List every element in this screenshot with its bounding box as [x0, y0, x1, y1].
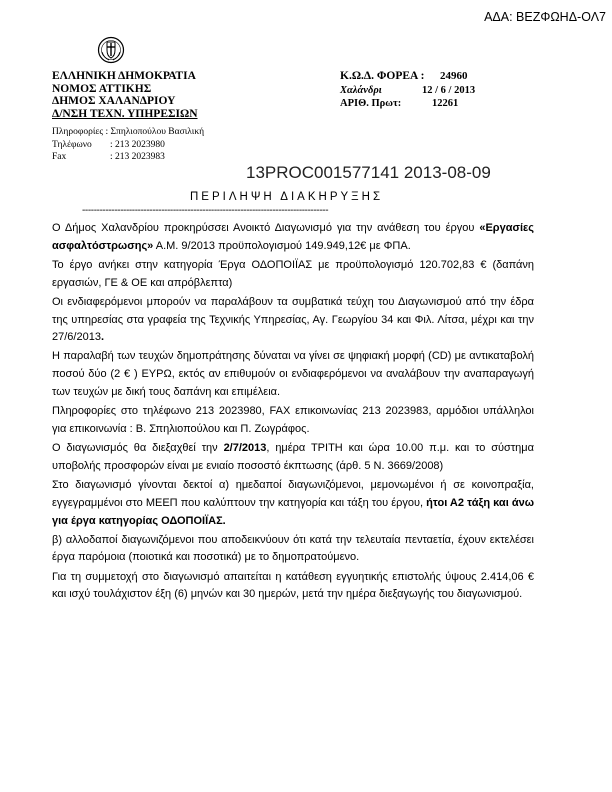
paragraph-digital-copy: Η παραλαβή των τευχών δημοπράτησης δύναται να γίνει σε ψηφιακή μορφή (CD) με αντικαταβολή ποσού δύο (2 € ) ΕΥΡΩ, εκτός αν επιθυμούν οι ενδιαφερόμενοι να αναλάβουν την αναπαραγωγή των τευχών με δική τους δαπάνη και επιμέλεια. [52, 350, 534, 399]
paragraph-tender: Ο Δήμος Χαλανδρίου προκηρύσσει Ανοικτό Διαγωνισμό για την ανάθεση του έργου «Εργασίες ασφαλτόστρωσης» Α.Μ. 9/2013 προϋπολογισμού 149.949,12€ με ΦΠΑ. [52, 222, 534, 252]
fax-label: Fax [52, 152, 67, 162]
paragraph-eligibility: Στο διαγωνισμό γίνονται δεκτοί α) ημεδαποί διαγωνιζόμενοι, μεμονωμένοι ή σε κοινοπραξία, εγγεγραμμένοι στο ΜΕΕΠ που καλύπτουν την κατηγορία και τάξη του έργου, ήτοι Α2 τάξη και άνω για έργα κατηγορίας ΟΔΟΠΟΙΪΑΣ. [52, 478, 535, 527]
phone-label: Τηλέφωνο [52, 139, 92, 150]
page-title: ΠΕΡΙΛΗΨΗ ΔΙΑΚΗΡΥΞΗΣ [190, 191, 384, 203]
contact-phone [52, 139, 204, 152]
issuer-line-municipality: ΔΗΜΟΣ ΧΑΛΑΝΔΡΙΟΥ [52, 95, 176, 107]
place-label: Χαλάνδρι [340, 84, 382, 96]
paragraph-category: Το έργο ανήκει στην κατηγορία Έργα ΟΔΟΠΟΙΪΑΣ με προϋπολογισμό 120.702,83 € (δαπάνη εργασιών, ΓΕ & ΟΕ και απρόβλεπτα) [52, 258, 534, 289]
proc-code: 13PROC001577141 2013-08-09 [246, 163, 491, 182]
ada-code: ΑΔΑ: ΒΕΖΦΩΗΔ-ΟΛ7 [484, 10, 606, 24]
contact-fax [52, 151, 204, 164]
document-body [52, 220, 534, 605]
contact-block [52, 126, 204, 164]
document-reference-block [340, 70, 475, 111]
issuer-line-prefecture: ΝΟΜΟΣ ΑΤΤΙΚΗΣ [52, 82, 152, 95]
fax-value: : 213 2023983 [110, 152, 165, 162]
protocol-label: ΑΡΙΘ. Πρωτ: [340, 98, 402, 109]
phone-value: : 213 2023980 [110, 139, 165, 150]
kod-value: 24960 [440, 70, 468, 82]
paragraph-guarantee: Για τη συμμετοχή στο διαγωνισμό απαιτείται η κατάθεση εγγυητικής επιστολής ύψους 2.414,06 € και ισχύ τουλάχιστον έξη (6) μηνών και 30 ημερών, μετά την ημέρα διεξαγωγής του διαγωνισμού. [52, 570, 534, 601]
issuer-header [52, 70, 198, 120]
issuer-line-department: Δ/ΝΣΗ ΤΕΧΝ. ΥΠΗΡΕΣΙΩΝ [52, 107, 198, 120]
paragraph-documents: Οι ενδιαφερόμενοι μπορούν να παραλάβουν τα συμβατικά τεύχη του Διαγωνισμού από την έδρα της υπηρεσίας στα γραφεία της Τεχνικής Υπηρεσίας, Αγ. Γεωργίου 34 και Φιλ. Λίτσα, μέχρι και την 27/6/2013. [52, 295, 534, 344]
paragraph-date: Ο διαγωνισμός θα διεξαχθεί την 2/7/2013, ημέρα ΤΡΙΤΗ και ώρα 10.00 π.μ. και το σύστημα υποβολής προσφορών είναι με ενιαίο ποσοστό έκπτωσης (άρθ. 5 Ν. 3669/2008) [52, 442, 534, 472]
separator-line: ------------------------------------------------------------------------------------ [82, 205, 329, 216]
protocol-value: 12261 [432, 98, 459, 109]
kod-label: Κ.Ω.Δ. ΦΟΡΕΑ : [340, 70, 425, 82]
paragraph-contacts: Πληροφορίες στο τηλέφωνο 213 2023980, FAX επικοινωνίας 213 2023983, αρμόδιοι υπάλληλοι για επικοινωνία : Β. Σπηλιοπούλου και Π. Ζωγράφος. [52, 405, 534, 435]
contact-info: Πληροφορίες : Σπηλιοπούλου Βασιλική [52, 127, 205, 137]
issuer-line-country: ΕΛΛΗΝΙΚΗ ΔΗΜΟΚΡΑΤΙΑ [52, 70, 196, 82]
date-value: 12 / 6 / 2013 [422, 84, 476, 96]
greek-coat-of-arms-icon [97, 36, 125, 64]
paragraph-foreign: β) αλλοδαποί διαγωνιζόμενοι που αποδεικνύουν ότι κατά την τελευταία πενταετία, έχουν εκτελέσει έργα παρόμοια (ποιοτικά και ποσοτικά) με το δημοπρατούμενο. [52, 533, 534, 564]
